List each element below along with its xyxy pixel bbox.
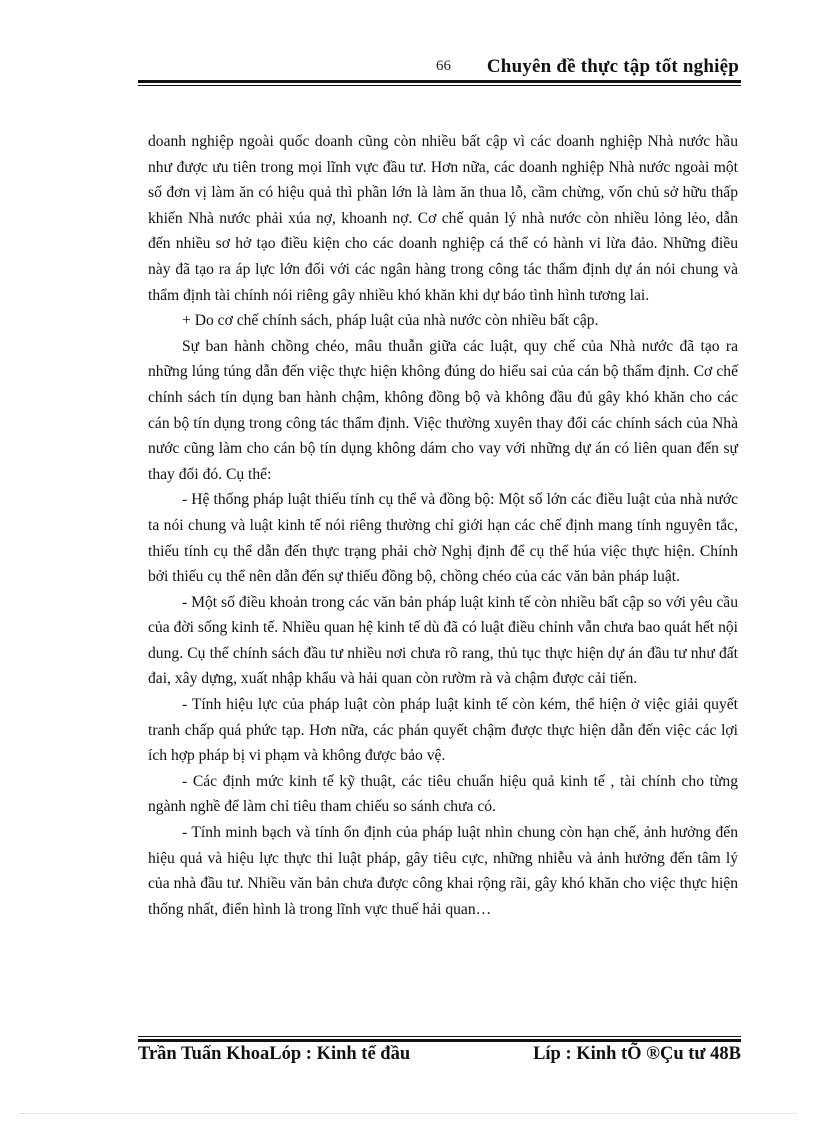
page-header [138,56,741,80]
paragraph: - Hệ thống pháp luật thiếu tính cụ thể và đồng bộ: Một số lớn các điều luật của nhà nước ta nói chung và luật kinh tế nói riêng thường chỉ giới hạn các chế định mang tính nguyên tắc, thiếu tính cụ thể dẫn đến thực trạng phải chờ Nghị định để cụ thể húa việc thực hiện. Chính bởi thiếu cụ thể nên dẫn đến sự thiếu đồng bộ, chồng chéo của các văn bản pháp luật. [148,491,738,586]
paragraph: + Do cơ chế chính sách, pháp luật của nhà nước còn nhiều bất cập. [182,312,599,330]
paragraph: - Tính hiệu lực của pháp luật còn pháp luật kinh tế còn kém, thể hiện ở việc giải quyết tranh chấp quá phức tạp. Hơn nữa, các phán quyết chậm được thực hiện dẫn đến việc các lợi ích hợp pháp bị vi phạm và không được bảo vệ. [148,696,738,765]
header-title: Chuyên đề thực tập tốt nghiệp [486,56,739,77]
header-rule-thick [138,80,741,83]
paragraph: - Các định mức kinh tế kỹ thuật, các tiêu chuẩn hiệu quả kinh tế , tài chính cho từng ngành nghề để làm chỉ tiêu tham chiếu so sánh chưa có. [148,772,738,816]
paragraph: Sự ban hành chồng chéo, mâu thuẫn giữa các luật, quy chế của Nhà nước đã tạo ra những lúng túng dẫn đến việc thực hiện không đúng do hiểu sai của cán bộ thẩm định. Cơ chế chính sách tín dụng ban hành chậm, không đồng bộ và không đầu đủ gây khó khăn cho các cán bộ tín dụng trong công tác thẩm định. Việc thường xuyên thay đổi các chính sách của Nhà nước cũng làm cho cán bộ tín dụng không dám cho vay với những dự án có liên quan đến sự thay đổi đó. Cụ thể: [148,337,738,483]
header-rule-thin [138,85,741,86]
document-body [148,129,738,922]
footer-class: Líp : Kinh tÕ ®Çu tư 48B [533,1044,741,1064]
footer-rule-thick [138,1039,741,1042]
page-edge-divider [20,1113,796,1114]
footer-author: Trần Tuấn KhoaLóp : Kinh tế đầu [138,1044,411,1064]
page-number: 66 [436,58,451,74]
paragraph: - Tính minh bạch và tính ổn định của pháp luật nhìn chung còn hạn chế, ảnh hưởng đến hiệu quả và hiệu lực thực thi luật pháp, gây tiêu cực, những nhiễu và ảnh hưởng đến tâm lý của nhà đầu tư. Nhiều văn bản chưa được công khai rộng rãi, gây khó khăn cho việc thực hiện thống nhất, điển hình là trong lĩnh vực thuế hải quan… [148,824,738,918]
footer-rule-thin [138,1036,741,1037]
paragraph: doanh nghiệp ngoài quốc doanh cũng còn nhiều bất cập vì các doanh nghiệp Nhà nước hầu như được ưu tiên trong mọi lĩnh vực đầu tư. Hơn nữa, các doanh nghiệp Nhà nước ngoài một số đơn vị làm ăn có hiệu quả thì phần lớn là làm ăn thua lỗ, cầm chừng, vốn chủ sở hữu thấp khiến Nhà nước phải xúa nợ, khoanh nợ. Cơ chế quản lý nhà nước còn nhiều lỏng lẻo, dẫn đến nhiều sơ hở tạo điều kiện cho các doanh nghiệp cá thể có hành vi lừa đảo. Những điều này đã tạo ra áp lực lớn đối với các ngân hàng trong công tác thẩm định dự án nói chung và thẩm định tài chính nói riêng gây nhiều khó khăn khi dự báo tình hình tương lai. [148,133,738,304]
paragraph: - Một số điều khoản trong các văn bản pháp luật kinh tế còn nhiều bất cập so với yêu cầu của đời sống kinh tế. Nhiều quan hệ kinh tế dù đã có luật điều chỉnh vẫn chưa bao quát hết nội dung. Cụ thể chính sách đầu tư nhiều nơi chưa rõ rang, thủ tục thực hiện dự án đầu tư như đất đai, xây dựng, xuất nhập khẩu và hải quan còn rườm rà và chậm được cải tiến. [148,593,738,688]
page-footer [138,1044,741,1070]
